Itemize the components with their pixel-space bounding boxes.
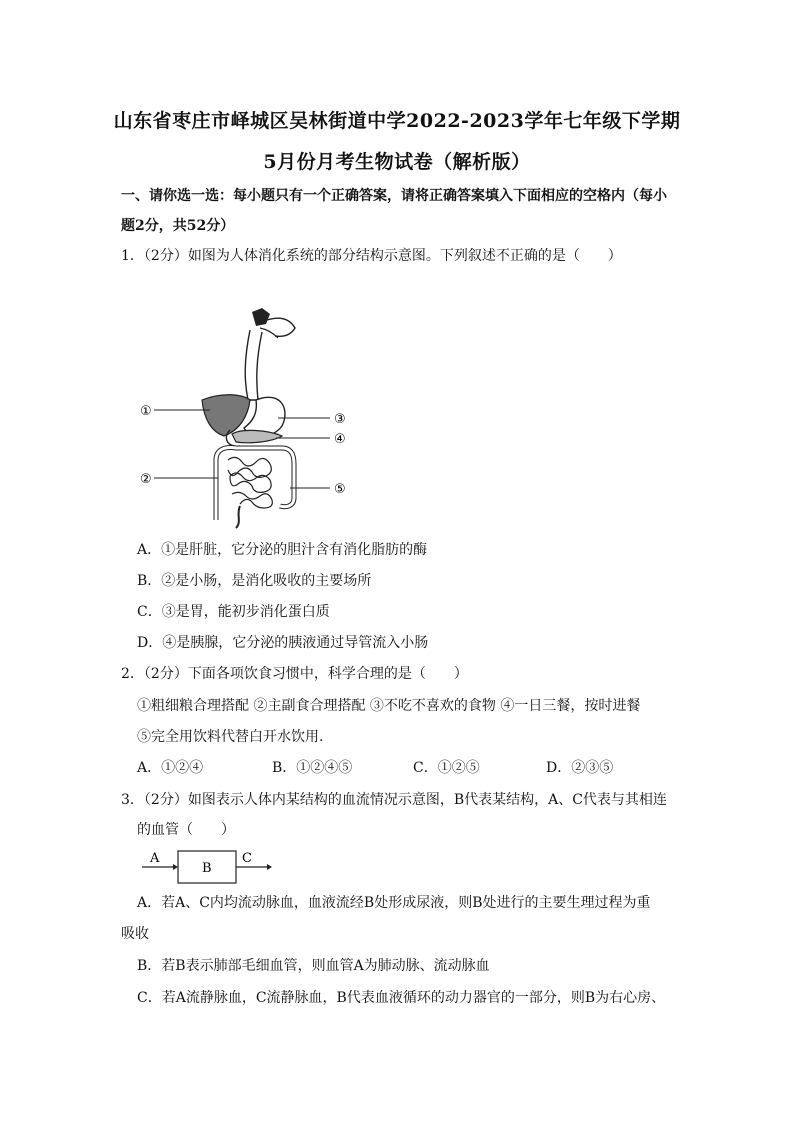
blood-flow-diagram (140, 848, 280, 888)
vessel-c-label: C (242, 851, 252, 866)
page-title-line1: 山东省枣庄市峄城区吴林街道中学2022-2023学年七年级下学期 (113, 110, 681, 132)
section-heading-line1: 一、请你选一选：每小题只有一个正确答案，请将正确答案填入下面相应的空格内（每小 (121, 188, 667, 204)
q3-stem-line1: 3．（2分）如图表示人体内某结构的血流情况示意图，B代表某结构，A、C代表与其相连 (121, 792, 667, 808)
q1-option-b: B．②是小肠，是消化吸收的主要场所 (137, 573, 372, 589)
structure-b-label: B (202, 861, 212, 876)
q1-option-a: A．①是肝脏，它分泌的胆汁含有消化脂肪的酶 (137, 542, 428, 558)
q3-option-b: B．若B表示肺部毛细血管，则血管A为肺动脉、流动脉血 (137, 958, 490, 974)
esophagus-shape (245, 330, 262, 400)
diagram-label-1: ① (140, 404, 152, 419)
section-heading-line2: 题2分，共52分） (121, 218, 235, 234)
mouth-shape (252, 308, 270, 326)
q2-option-b: B．①②④⑤ (272, 760, 353, 776)
digestive-system-diagram (132, 300, 362, 530)
q1-option-d: D．④是胰腺，它分泌的胰液通过导管流入小肠 (137, 635, 429, 651)
diagram-label-5: ⑤ (334, 482, 346, 497)
page-title-line2: 5月份月考生物试卷（解析版） (263, 151, 531, 173)
diagram-label-3: ③ (334, 412, 346, 427)
vessel-a-label: A (150, 851, 160, 866)
diagram-label-2: ② (140, 472, 152, 487)
liver-shape (202, 395, 250, 436)
q3-stem-line2: 的血管（ ） (137, 822, 235, 838)
q1-stem: 1．（2分）如图为人体消化系统的部分结构示意图。下列叙述不正确的是（ ） (121, 248, 622, 264)
q2-items-line1: ①粗细粮合理搭配 ②主副食合理搭配 ③不吃不喜欢的食物 ④一日三餐，按时进餐 (137, 698, 641, 714)
q2-option-a: A．①②④ (137, 760, 204, 776)
q3-option-a-line1: A．若A、C内均流动脉血，血液流经B处形成尿液，则B处进行的主要生理过程为重 (137, 895, 651, 911)
q2-option-d: D．②③⑤ (546, 760, 614, 776)
diagram-label-4: ④ (334, 432, 346, 447)
q2-option-c: C．①②⑤ (413, 760, 480, 776)
q1-option-c: C．③是胃，能初步消化蛋白质 (137, 604, 330, 620)
q2-items-line2: ⑤完全用饮料代替白开水饮用. (137, 729, 324, 745)
q3-option-c-line1: C．若A流静脉血，C流静脉血，B代表血液循环的动力器官的一部分，则B为右心房、 (137, 990, 666, 1006)
q2-stem: 2．（2分）下面各项饮食习惯中，科学合理的是（ ） (121, 666, 468, 682)
q3-option-a-line2: 吸收 (121, 926, 149, 942)
small-intestine-coils (228, 457, 272, 508)
